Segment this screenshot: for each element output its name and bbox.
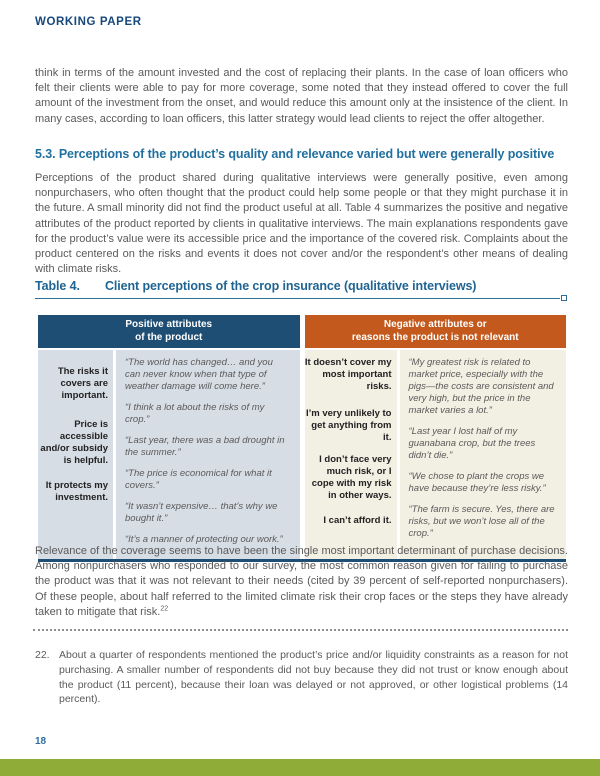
positive-body [38, 350, 300, 559]
footnote-reference-22: 22 [160, 605, 169, 613]
row-label: It doesn’t cover my most important risks. [304, 357, 392, 392]
table-caption [35, 279, 568, 293]
header-line: Negative attributes or [383, 319, 487, 330]
footer-bar [0, 759, 600, 776]
caption-rule [35, 298, 560, 299]
client-quote: “Last year I lost half of my guanabana crop, but the trees didn’t die.” [408, 426, 536, 461]
row-label: Price is accessible and/or subsidy is helpful. [40, 419, 108, 466]
header-line: Positive attributes [125, 319, 213, 330]
paragraph-perceptions: Perceptions of the product shared during qualitative interviews were generally positive, even among nonpurchasers, who often thought that the product could help some people or that they might purchase it in the future. A small minority did not find the product useful at all. Table 4 summarizes the positive and negative attributes of the product reported by clients in qualitative interviews. The main explanations respondents gave for the product’s value were its accessible price and the importance of the covered risk. Complaints about the product centered on the risks and events it does not cover and/or the respondent’s other means of dealing with climate risks. [35, 172, 568, 276]
table-caption-text: Client perceptions of the crop insurance (qualitative interviews) [105, 279, 477, 293]
paragraph-loan-officers: think in terms of the amount invested and the cost of replacing their plants. In the case of loan officers who felt their clients were able to pay for more coverage, some noted that they instead offered to cover the full amount of the investment from the onset, and would reduce this amount only at the insistence of the client. In many cases, according to loan officers, this latter strategy would lead clients to reject the offer altogether. [35, 67, 568, 125]
table-caption-label: Table 4. [35, 279, 80, 293]
negative-body [305, 350, 567, 559]
client-quote: “My greatest risk is related to market price, especially with the pigs—the costs are consistent and very high, but the price in the market varies a lot.” [408, 357, 554, 416]
negative-quotes-column [400, 350, 567, 559]
footnote-number: 22. [35, 649, 50, 661]
row-label: The risks it covers are important. [57, 366, 108, 401]
page-number: 18 [35, 736, 47, 747]
row-label: I can’t afford it. [323, 515, 392, 526]
page-header-title: WORKING PAPER [35, 16, 142, 28]
client-quote: “Last year, there was a bad drought in the summer.” [125, 435, 285, 458]
client-quote: “The farm is secure. Yes, there are risks, but we won’t lose all of the crop.” [408, 504, 555, 539]
row-label: I don’t face very much risk, or I cope with my risk in other ways. [311, 454, 392, 501]
footnote-separator [33, 629, 568, 631]
negative-column [305, 315, 567, 559]
section-heading-5-3: 5.3. Perceptions of the product’s quality and relevance varied but were generally positive [35, 147, 555, 161]
caption-rule-endcap-icon [561, 295, 567, 301]
positive-quotes-column [116, 350, 300, 559]
row-label: I’m very unlikely to get anything from it. [305, 408, 392, 443]
paragraph-relevance [35, 544, 568, 620]
positive-labels-column [38, 350, 113, 559]
header-line: of the product [135, 331, 203, 343]
header-line: reasons the product is not relevant [351, 331, 519, 343]
paragraph-relevance-text: Relevance of the coverage seems to have been the single most important determinant of purchase decisions. Among nonpurchasers who responded to our survey, the most common reason given for failing to purchase the product was that it was not relevant to their needs (cited by 39 percent of self-reported nonpurchasers). Of these people, about half referred to the limited climate risk their crop faces or the steps they have already taken to mitigate that risk. [35, 545, 568, 618]
footnote-text: About a quarter of respondents mentioned the product’s price and/or liquidity constraints as a reason for not purchasing. A smaller number of respondents did not buy because they did not trust or know enough about the product (11 percent), because their loan was delayed or not approved, or other logistical problems (14 percent). [59, 649, 568, 706]
client-quote: “I think a lot about the risks of my crop.” [125, 402, 265, 425]
table-columns [38, 315, 566, 559]
table-header-positive [38, 315, 300, 348]
client-quote: “The price is economical for what it covers.” [125, 468, 272, 491]
client-quote: “It’s a manner of protecting our work.” [125, 534, 283, 545]
client-quote: “It wasn’t expensive… that’s why we bought it.” [125, 501, 278, 524]
positive-column [38, 315, 300, 559]
table-header-negative [305, 315, 567, 348]
row-label: It protects my investment. [45, 480, 108, 503]
client-quote: “We chose to plant the crops we have because they’re less risky.” [408, 471, 546, 494]
negative-labels-column [305, 350, 397, 559]
table-4 [38, 315, 566, 562]
client-quote: “The world has changed… and you can never know when that type of weather damage will come here.” [125, 357, 273, 392]
footnote-22 [35, 648, 568, 707]
